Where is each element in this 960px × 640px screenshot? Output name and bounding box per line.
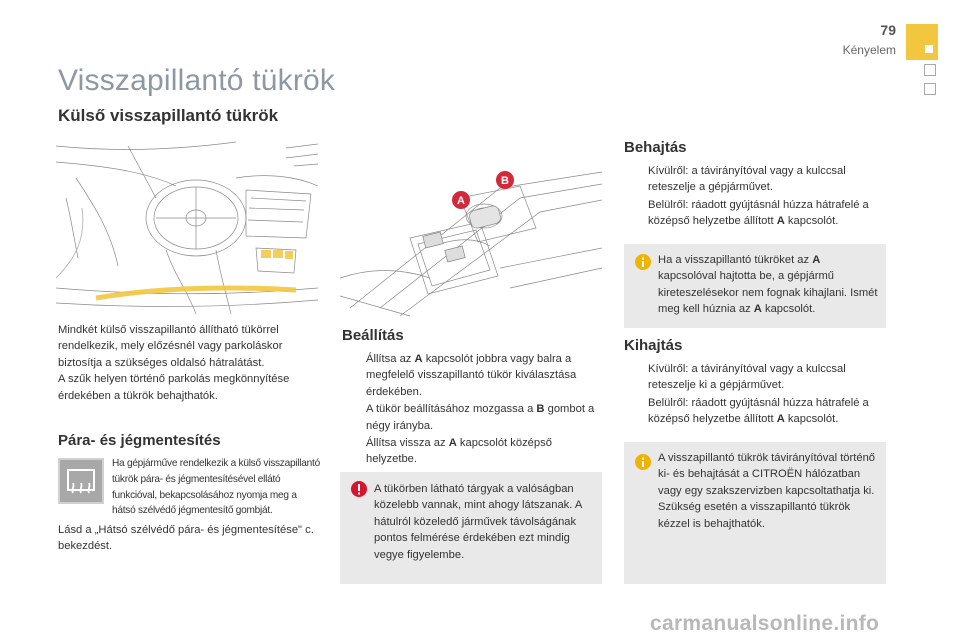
fold-info-notice bbox=[624, 244, 886, 328]
list-item: Kívülről: a távirányítóval vagy a kulccsal reteszelje ki a gépjárművet. bbox=[648, 363, 846, 392]
warning-text: A tükörben látható tárgyak a valóságban közelebb vannak, mint ahogy látszanak. A hátulról közeledő járművek távolságának pontos felmérése érdekében ezt mindig vegye figyelembe. bbox=[374, 483, 582, 561]
intro-text bbox=[58, 322, 320, 404]
fold-title: Behajtás bbox=[624, 139, 687, 156]
warning-icon bbox=[351, 481, 367, 497]
intro-paragraph-2: A szűk helyen történő parkolás megkönnyítése érdekében a tükrök behajthatók. bbox=[58, 373, 290, 402]
tab-square-active-icon bbox=[906, 24, 938, 60]
defog-title: Pára- és jégmentesítés bbox=[58, 432, 221, 449]
dashboard-illustration bbox=[56, 138, 318, 314]
tab-square-empty-icon bbox=[924, 83, 936, 95]
adjust-steps-list bbox=[342, 351, 606, 469]
fold-steps-list bbox=[624, 163, 892, 231]
label-a: A bbox=[457, 195, 465, 207]
section-subtitle: Külső visszapillantó tükrök bbox=[58, 106, 279, 125]
defog-reference: Lásd a „Hátsó szélvédő pára- és jégmentesítése" c. bekezdést. bbox=[58, 524, 314, 553]
list-item: Belülről: ráadott gyújtásnál húzza hátrafelé a középső helyzetbe állított A kapcsolót. bbox=[648, 198, 869, 228]
tab-square-empty-icon bbox=[924, 64, 936, 76]
page-number: 79 bbox=[880, 22, 896, 38]
unfold-info-notice bbox=[624, 442, 886, 584]
mirror-switch-illustration bbox=[340, 168, 602, 318]
list-item: Belülről: ráadott gyújtásnál húzza hátrafelé a középső helyzetbe állított A kapcsolót. bbox=[648, 396, 869, 426]
intro-paragraph-1: Mindkét külső visszapillantó állítható tükörrel rendelkezik, mely előzésnél vagy parkoláskor biztosítja a szükséges oldalsó hátralátást. bbox=[58, 324, 283, 369]
info-icon bbox=[635, 254, 651, 270]
info-icon bbox=[635, 454, 651, 470]
unfold-steps-list bbox=[624, 361, 892, 429]
warning-notice bbox=[340, 472, 602, 584]
fold-info-text: Ha a visszapillantó tükröket az A kapcsolóval hajtotta be, a gépjármű kireteszelésekor nem fognak kihajlani. Ismét meg kell húznia az A kapcsolót. bbox=[658, 254, 878, 316]
list-item: Kívülről: a távirányítóval vagy a kulccsal reteszelje a gépjárművet. bbox=[648, 165, 846, 194]
page-title: Visszapillantó tükrök bbox=[58, 64, 336, 97]
defog-text: Ha gépjárműve rendelkezik a külső visszapillantó tükrök pára- és jégmentesítésével ellátó funkcióval, bekapcsolásához nyomja meg a hátsó szélvédő jégmentesítő gombját. bbox=[112, 458, 320, 517]
unfold-title: Kihajtás bbox=[624, 337, 683, 354]
adjust-title: Beállítás bbox=[342, 327, 404, 344]
list-item: A tükör beállításához mozgassa a B gombot a négy irányba. bbox=[366, 403, 595, 432]
rear-defrost-icon bbox=[58, 458, 104, 504]
list-item: Állítsa vissza az A kapcsolót középső helyzetbe. bbox=[366, 437, 552, 466]
unfold-info-text: A visszapillantó tükrök távirányítóval történő ki- és behajtását a CITROËN hálózatban vagy egy szakszervizben kapcsoltathatja ki. Szükség esetén a visszapillantó tükrök kézzel is behajthatók. bbox=[658, 452, 876, 530]
watermark: carmanualsonline.info bbox=[650, 612, 880, 635]
list-item: Állítsa az A kapcsolót jobbra vagy balra a megfelelő visszapillantó tükör kiválasztása érdekében. bbox=[366, 353, 577, 398]
label-b: B bbox=[501, 175, 509, 187]
section-label: Kényelem bbox=[842, 43, 896, 57]
